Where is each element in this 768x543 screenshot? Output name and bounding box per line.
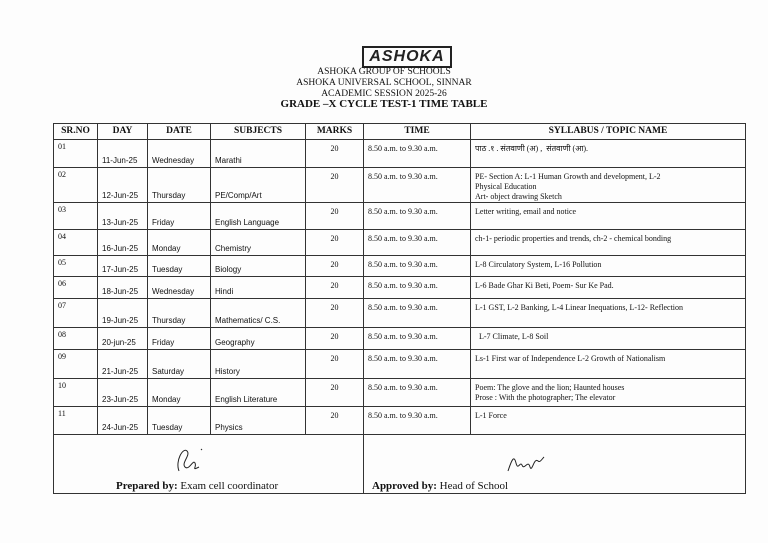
syllabus-cell — [471, 203, 746, 230]
marks-cell: 20 — [306, 256, 364, 277]
col-header-day: DAY — [98, 124, 148, 140]
col-header-date: DATE — [148, 124, 211, 140]
sr-cell: 04 — [54, 230, 98, 256]
syllabus-cell — [471, 168, 746, 203]
day-cell: 19-Jun-25 — [98, 299, 148, 328]
date-cell: Tuesday — [148, 256, 211, 277]
table-row — [54, 379, 746, 407]
marks-cell: 20 — [306, 203, 364, 230]
time-cell: 8.50 a.m. to 9.30 a.m. — [364, 203, 471, 230]
day-cell: 18-Jun-25 — [98, 277, 148, 299]
syllabus-line: L-7 Climate, L-8 Soil — [475, 332, 549, 341]
time-cell: 8.50 a.m. to 9.30 a.m. — [364, 299, 471, 328]
prepared-by-value: Exam cell coordinator — [177, 480, 279, 492]
syllabus-line: L-8 Circulatory System, L-16 Pollution — [475, 260, 602, 269]
sr-cell: 03 — [54, 203, 98, 230]
time-cell: 8.50 a.m. to 9.30 a.m. — [364, 256, 471, 277]
date-cell: Wednesday — [148, 277, 211, 299]
table-row — [54, 230, 746, 256]
table-row — [54, 140, 746, 168]
marks-cell: 20 — [306, 230, 364, 256]
date-cell: Monday — [148, 379, 211, 407]
date-cell: Saturday — [148, 350, 211, 379]
timetable-title: GRADE –X CYCLE TEST-1 TIME TABLE — [280, 98, 488, 110]
table-row — [54, 168, 746, 203]
col-header-subjects: SUBJECTS — [211, 124, 306, 140]
day-cell: 23-Jun-25 — [98, 379, 148, 407]
syllabus-cell — [471, 407, 746, 435]
date-cell: Friday — [148, 328, 211, 350]
sr-cell: 10 — [54, 379, 98, 407]
prepared-by-cell — [54, 435, 364, 494]
subject-cell: Mathematics/ C.S. — [211, 299, 306, 328]
day-cell: 20-jun-25 — [98, 328, 148, 350]
day-cell: 17-Jun-25 — [98, 256, 148, 277]
table-row — [54, 203, 746, 230]
approved-signature — [504, 449, 548, 479]
time-cell: 8.50 a.m. to 9.30 a.m. — [364, 328, 471, 350]
sr-cell: 06 — [54, 277, 98, 299]
syllabus-line: L-6 Bade Ghar Ki Beti, Poem- Sur Ke Pad. — [475, 281, 614, 290]
syllabus-line: L-1 GST, L-2 Banking, L-4 Linear Inequations, L-12- Reflection — [475, 303, 684, 312]
sr-cell: 02 — [54, 168, 98, 203]
subject-cell: PE/Comp/Art — [211, 168, 306, 203]
approved-by-value: Head of School — [436, 480, 509, 492]
syllabus-cell — [471, 328, 746, 350]
table-row — [54, 350, 746, 379]
time-cell: 8.50 a.m. to 9.30 a.m. — [364, 140, 471, 168]
prepared-by — [116, 481, 278, 491]
time-cell: 8.50 a.m. to 9.30 a.m. — [364, 277, 471, 299]
marks-cell: 20 — [306, 140, 364, 168]
day-cell: 24-Jun-25 — [98, 407, 148, 435]
syllabus-line: पाठ .१ . संतवाणी (अ) , संतवाणी (आ). — [475, 144, 589, 153]
marks-cell: 20 — [306, 379, 364, 407]
subject-cell: History — [211, 350, 306, 379]
group-name: ASHOKA GROUP OF SCHOOLS — [317, 67, 451, 77]
syllabus-cell — [471, 299, 746, 328]
subject-cell: Hindi — [211, 277, 306, 299]
table-header-row — [54, 124, 746, 140]
date-cell: Thursday — [148, 299, 211, 328]
approved-by — [372, 481, 508, 491]
col-header-srno: SR.NO — [54, 124, 98, 140]
time-cell: 8.50 a.m. to 9.30 a.m. — [364, 379, 471, 407]
syllabus-cell — [471, 277, 746, 299]
marks-cell: 20 — [306, 299, 364, 328]
table-row — [54, 299, 746, 328]
syllabus-line: PE- Section A: L-1 Human Growth and development, L-2 — [475, 172, 661, 181]
sr-cell: 07 — [54, 299, 98, 328]
day-cell: 11-Jun-25 — [98, 140, 148, 168]
sr-cell: 01 — [54, 140, 98, 168]
school-logo: ASHOKA — [362, 46, 452, 68]
sr-cell: 08 — [54, 328, 98, 350]
syllabus-cell — [471, 350, 746, 379]
syllabus-line: Prose : With the photographer; The elevator — [475, 393, 616, 402]
subject-cell: English Literature — [211, 379, 306, 407]
date-cell: Wednesday — [148, 140, 211, 168]
syllabus-line: L-1 Force — [475, 411, 507, 420]
table-row — [54, 328, 746, 350]
day-cell: 13-Jun-25 — [98, 203, 148, 230]
col-header-marks: MARKS — [306, 124, 364, 140]
marks-cell: 20 — [306, 350, 364, 379]
time-cell: 8.50 a.m. to 9.30 a.m. — [364, 407, 471, 435]
date-cell: Friday — [148, 203, 211, 230]
signature-row — [54, 435, 746, 494]
time-cell: 8.50 a.m. to 9.30 a.m. — [364, 230, 471, 256]
marks-cell: 20 — [306, 407, 364, 435]
syllabus-line: Art- object drawing Sketch — [475, 192, 562, 201]
subject-cell: Marathi — [211, 140, 306, 168]
table-row — [54, 277, 746, 299]
subject-cell: Physics — [211, 407, 306, 435]
syllabus-cell — [471, 230, 746, 256]
subject-cell: Geography — [211, 328, 306, 350]
marks-cell: 20 — [306, 277, 364, 299]
day-cell: 12-Jun-25 — [98, 168, 148, 203]
syllabus-cell — [471, 140, 746, 168]
time-cell: 8.50 a.m. to 9.30 a.m. — [364, 350, 471, 379]
prepared-signature — [171, 441, 211, 477]
date-cell: Tuesday — [148, 407, 211, 435]
marks-cell: 20 — [306, 168, 364, 203]
sr-cell: 09 — [54, 350, 98, 379]
col-header-time: TIME — [364, 124, 471, 140]
approved-by-label: Approved by: — [372, 480, 437, 492]
syllabus-line: Poem: The glove and the lion; Haunted houses — [475, 383, 625, 392]
syllabus-cell — [471, 379, 746, 407]
prepared-by-label: Prepared by: — [116, 480, 178, 492]
school-name: ASHOKA UNIVERSAL SCHOOL, SINNAR — [296, 78, 472, 88]
syllabus-cell — [471, 256, 746, 277]
subject-cell: English Language — [211, 203, 306, 230]
syllabus-line: Ls-1 First war of Independence L-2 Growth of Nationalism — [475, 354, 666, 363]
day-cell: 21-Jun-25 — [98, 350, 148, 379]
exam-timetable — [53, 123, 746, 494]
sr-cell: 11 — [54, 407, 98, 435]
approved-by-cell — [364, 435, 746, 494]
table-row — [54, 256, 746, 277]
col-header-syllabus: SYLLABUS / TOPIC NAME — [471, 124, 746, 140]
table-row — [54, 407, 746, 435]
syllabus-line: Letter writing, email and notice — [475, 207, 577, 216]
syllabus-line: ch-1- periodic properties and trends, ch-2 - chemical bonding — [475, 234, 672, 243]
time-cell: 8.50 a.m. to 9.30 a.m. — [364, 168, 471, 203]
day-cell: 16-Jun-25 — [98, 230, 148, 256]
date-cell: Thursday — [148, 168, 211, 203]
subject-cell: Chemistry — [211, 230, 306, 256]
marks-cell: 20 — [306, 328, 364, 350]
academic-session: ACADEMIC SESSION 2025-26 — [321, 89, 447, 99]
sr-cell: 05 — [54, 256, 98, 277]
date-cell: Monday — [148, 230, 211, 256]
subject-cell: Biology — [211, 256, 306, 277]
syllabus-line: Physical Education — [475, 182, 537, 191]
